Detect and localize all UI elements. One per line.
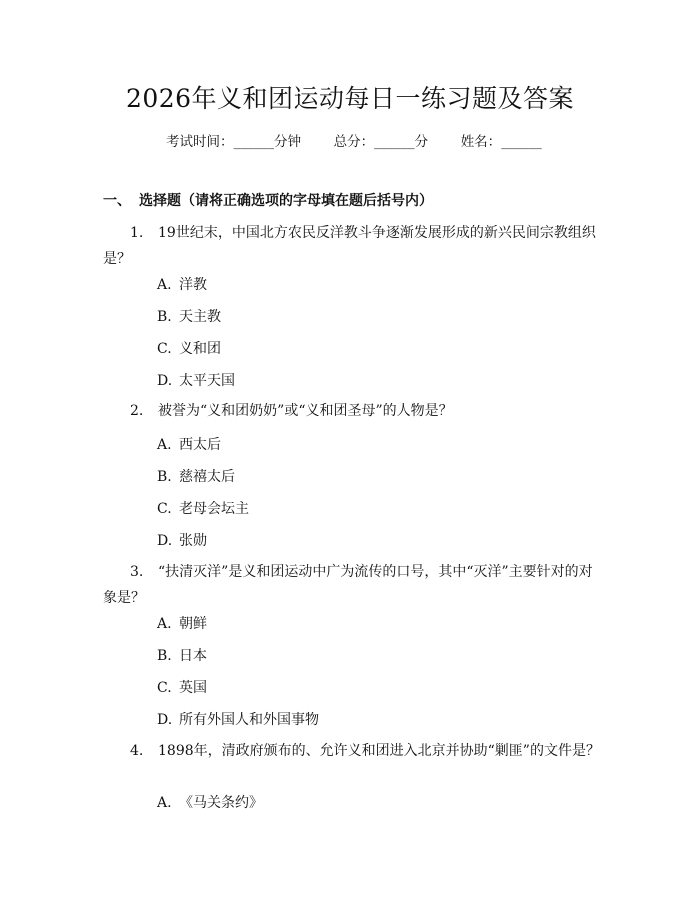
question-number: 3. bbox=[130, 564, 144, 580]
time-label: 考试时间： bbox=[166, 134, 234, 150]
option-3d: D. 所有外国人和外国事物 bbox=[157, 712, 319, 728]
option-2c: C. 老母会坛主 bbox=[157, 501, 249, 517]
question-number: 2. bbox=[130, 403, 144, 419]
question-number: 4. bbox=[130, 743, 144, 759]
option-3b: B. 日本 bbox=[157, 648, 207, 664]
option-2a: A. 西太后 bbox=[157, 437, 221, 453]
time-unit: 分钟 bbox=[274, 134, 301, 150]
question-number: 1. bbox=[130, 225, 144, 241]
name-label: 姓名： bbox=[460, 134, 502, 150]
section-number: 一、 bbox=[103, 193, 131, 209]
question-3 bbox=[103, 559, 603, 611]
option-2d: D. 张勋 bbox=[157, 533, 207, 549]
question-4 bbox=[103, 738, 603, 764]
question-2 bbox=[103, 398, 603, 424]
option-4a: A. 《马关条约》 bbox=[157, 795, 263, 811]
score-unit: 分 bbox=[414, 134, 429, 150]
option-1a: A. 洋教 bbox=[157, 277, 207, 293]
question-text: 被誉为“义和团奶奶”或“义和团圣母”的人物是？ bbox=[158, 403, 453, 419]
page-title: 2026年义和团运动每日一练习题及答案 bbox=[125, 84, 575, 113]
time-blank: ______ bbox=[233, 134, 274, 150]
exam-info-line bbox=[166, 132, 542, 152]
option-1d: D. 太平天国 bbox=[157, 373, 235, 389]
section-title: 选择题（请将正确选项的字母填在题后括号内） bbox=[139, 193, 433, 209]
question-text: 19世纪末，中国北方农民反洋教斗争逐渐发展形成的新兴民间宗教组织是？ bbox=[103, 225, 596, 267]
name-blank: ______ bbox=[501, 134, 542, 150]
question-text: 1898年，清政府颁布的、允许义和团进入北京并协助“剿匪”的文件是？ bbox=[158, 743, 600, 759]
score-blank: ______ bbox=[374, 134, 415, 150]
option-1b: B. 天主教 bbox=[157, 309, 221, 325]
option-3c: C. 英国 bbox=[157, 680, 207, 696]
question-text: “扶清灭洋”是义和团运动中广为流传的口号，其中“灭洋”主要针对的对象是？ bbox=[103, 564, 593, 606]
score-label: 总分： bbox=[333, 134, 375, 150]
option-2b: B. 慈禧太后 bbox=[157, 469, 235, 485]
option-1c: C. 义和团 bbox=[157, 341, 221, 357]
option-3a: A. 朝鲜 bbox=[157, 616, 207, 632]
question-1 bbox=[103, 220, 603, 272]
section-heading bbox=[103, 191, 433, 211]
